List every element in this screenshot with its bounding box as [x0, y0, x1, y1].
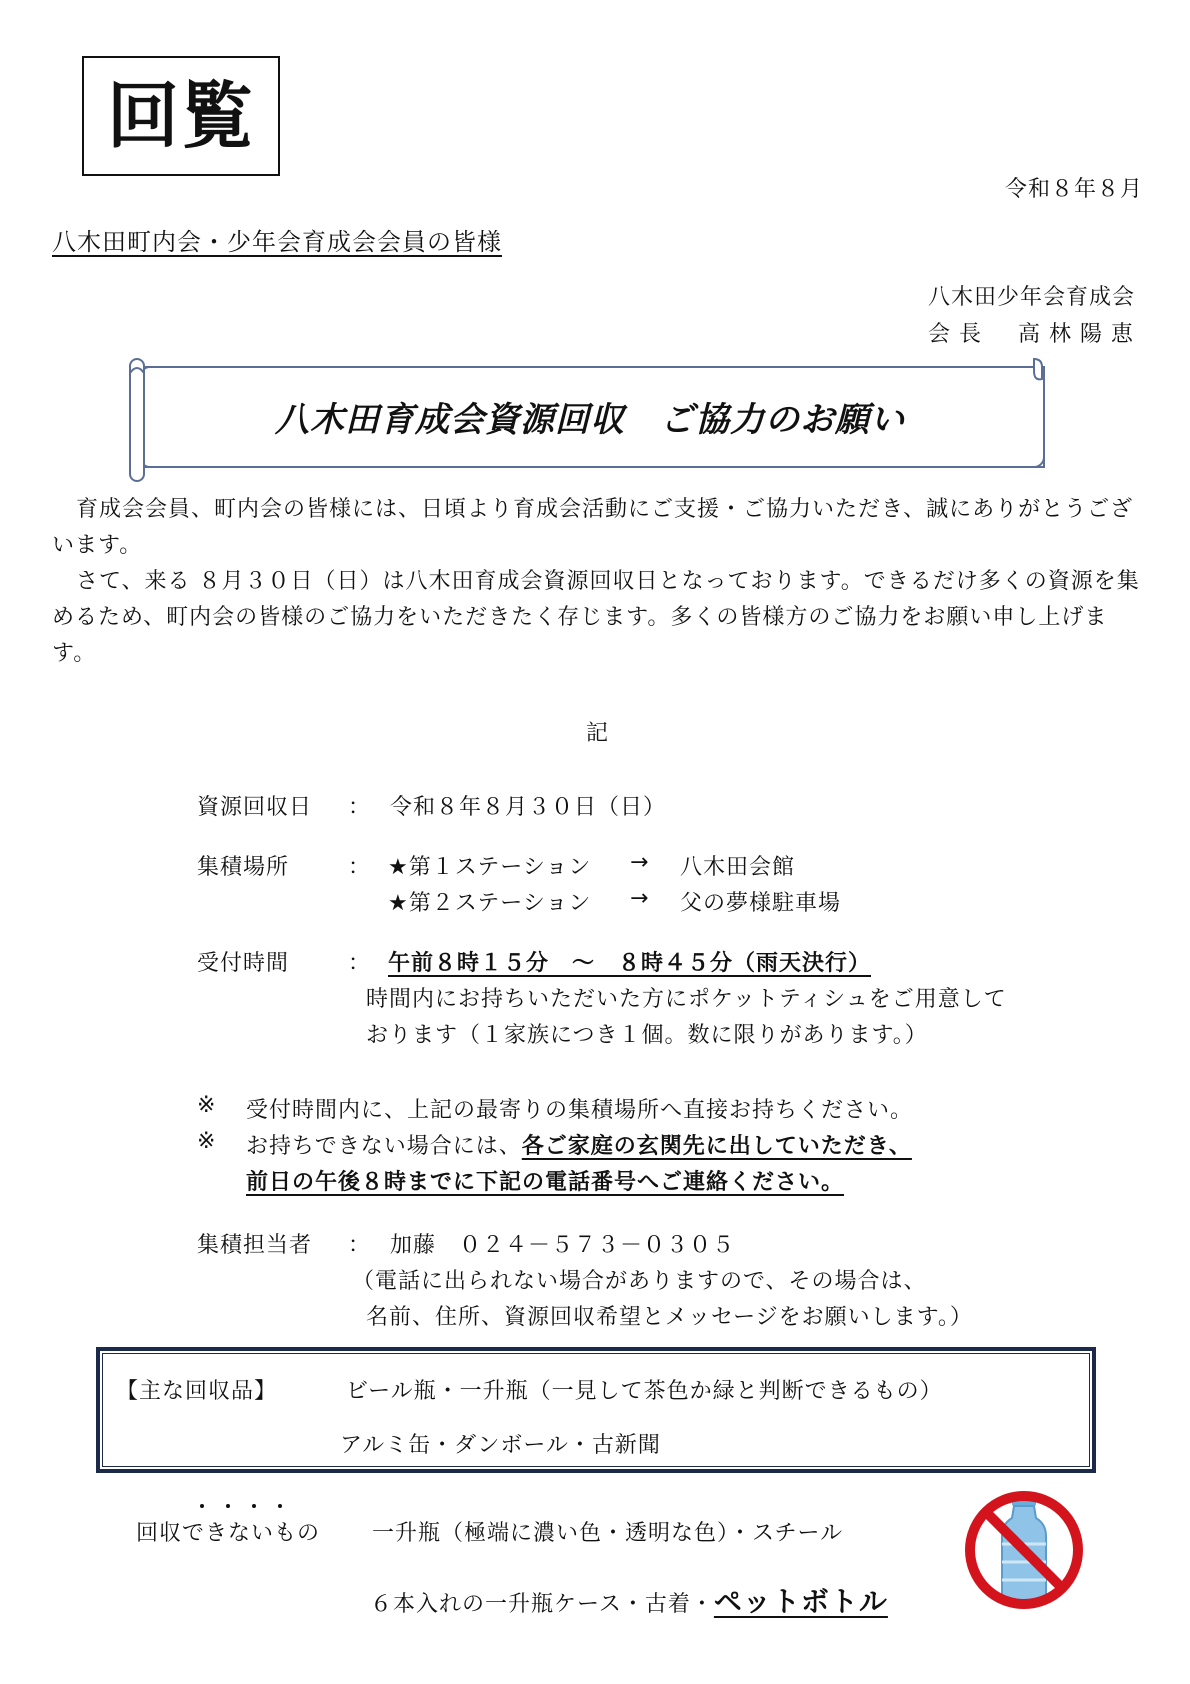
items-label: 【主な回収品】: [116, 1379, 278, 1404]
place-colon: ：: [348, 855, 372, 880]
contact-value: 加藤 ０２４－５７３－０３０５: [390, 1233, 736, 1258]
note2-plain: お持ちできない場合には、: [246, 1134, 522, 1159]
not-collected-line2-plain: ６本入れの一升瓶ケース・古着・: [370, 1592, 714, 1617]
addressee: 八木田町内会・少年会育成会会員の皆様: [52, 228, 502, 256]
station1-place: 八木田会館: [680, 855, 796, 880]
note2-emphasis: 各ご家庭の玄関先に出していただき、: [521, 1134, 912, 1159]
arrow-icon: →: [630, 886, 650, 911]
not-collected-line1: 一升瓶（極端に濃い色・透明な色）・スチール: [372, 1521, 844, 1546]
note-mark: ※: [197, 1129, 217, 1154]
no-pet-bottle-icon: [962, 1488, 1086, 1612]
contact-note-line2: 名前、住所、資源回収希望とメッセージをお願いします。）: [366, 1305, 973, 1330]
time-colon: ：: [348, 951, 372, 976]
time-value: 午前８時１５分 ～ ８時４５分（雨天決行）: [388, 951, 872, 976]
not-collected-pet-bottle: ペットボトル: [713, 1585, 888, 1618]
note-mark: ※: [197, 1093, 217, 1118]
document-title: 八木田育成会資源回収 ご協力のお願い: [275, 400, 905, 440]
contact-colon: ：: [348, 1233, 372, 1258]
station2-place: 父の夢様駐車場: [680, 891, 842, 916]
note1: 受付時間内に、上記の最寄りの集積場所へ直接お持ちください。: [246, 1098, 914, 1123]
request-paragraph: さて、来る ８月３０日（日）は八木田育成会資源回収日となっております。できるだけ多くの資源を集めるため、町内会の皆様のご協力をいただきたく存じます。多くの皆様方のご協力をお願い申し上げます。: [52, 569, 1140, 666]
time-note-line1: 時間内にお持ちいただいた方にポケットティシュをご用意して: [366, 987, 1007, 1012]
arrow-icon: →: [630, 850, 650, 875]
sender-name: 高 林 陽 恵: [1018, 322, 1134, 347]
issue-date: 令和８年８月: [1005, 177, 1144, 202]
station1-name: ★第１ステーション: [388, 855, 592, 880]
date-colon: ：: [348, 795, 372, 820]
ki-heading: 記: [586, 721, 610, 746]
emphasis-dot: [226, 1504, 230, 1508]
note2-line2: 前日の午後８時までに下記の電話番号へご連絡ください。: [246, 1170, 845, 1195]
place-label: 集積場所: [197, 855, 290, 880]
contact-label: 集積担当者: [197, 1233, 313, 1258]
station2-name: ★第２ステーション: [388, 891, 592, 916]
date-label: 資源回収日: [197, 795, 313, 820]
kairan-label: 回覧: [106, 74, 255, 158]
time-note-line2: おります（１家族につき１個。数に限りがあります。）: [366, 1023, 928, 1048]
emphasis-dot: [278, 1504, 282, 1508]
not-collected-label: 回収できないもの: [136, 1521, 321, 1546]
items-line2: アルミ缶・ダンボール・古新聞: [340, 1433, 661, 1458]
sender-role: 会 長: [928, 322, 982, 347]
sender-org: 八木田少年会育成会: [928, 285, 1136, 310]
emphasis-dot: [252, 1504, 256, 1508]
date-value: 令和８年８月３０日（日）: [390, 795, 667, 820]
kairan-stamp: [82, 56, 280, 176]
contact-note-line1: （電話に出られない場合がありますので、その場合は、: [352, 1269, 927, 1294]
note2: [246, 1129, 912, 1160]
not-collected-line2: [370, 1580, 888, 1620]
emphasis-dot: [200, 1504, 204, 1508]
items-line1: ビール瓶・一升瓶（一見して茶色か緑と判断できるもの）: [346, 1379, 943, 1404]
time-label: 受付時間: [197, 951, 290, 976]
greeting-paragraph: 育成会会員、町内会の皆様には、日頃より育成会活動にご支援・ご協力いただき、誠にありがとうございます。: [52, 497, 1134, 558]
